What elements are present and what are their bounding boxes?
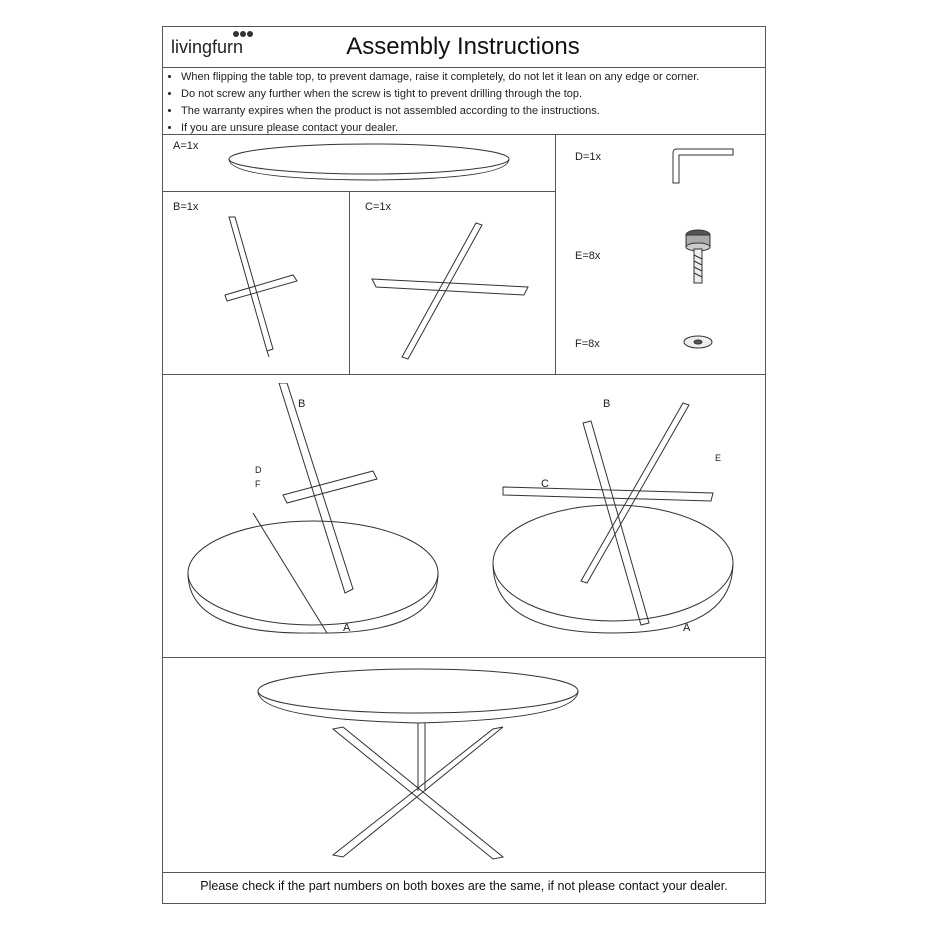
step-label-e: E xyxy=(715,453,722,463)
bolt-icon xyxy=(678,227,718,291)
step-2-illustration xyxy=(463,383,753,645)
note-item: • If you are unsure please contact your dealer. xyxy=(181,120,699,137)
part-f-label: F=8x xyxy=(575,338,600,350)
leg-frame-b-illustration xyxy=(213,215,313,365)
divider xyxy=(163,657,765,658)
allen-key-icon xyxy=(663,145,735,189)
part-d-label: D=1x xyxy=(575,151,601,163)
step-label-f: F xyxy=(255,479,261,489)
instruction-sheet xyxy=(162,26,766,904)
divider xyxy=(555,134,556,374)
note-item: • When flipping the table top, to prevent damage, raise it completely, do not let it lean on any edge or corner. xyxy=(181,69,699,86)
step-label-d: D xyxy=(255,465,262,475)
assembled-table-illustration xyxy=(253,667,583,867)
table-top-illustration xyxy=(223,139,523,187)
brand-logo xyxy=(171,37,243,58)
step-label-c: C xyxy=(541,478,549,490)
safety-notes-list xyxy=(169,69,699,137)
page-title: Assembly Instructions xyxy=(346,33,580,60)
step-label-b: B xyxy=(603,398,611,410)
part-e-label: E=8x xyxy=(575,250,601,262)
brand-name: livingfurn xyxy=(171,37,244,57)
leg-frame-c-illustration xyxy=(368,217,538,367)
step-label-a: A xyxy=(683,622,691,634)
part-c-label: C=1x xyxy=(365,201,391,213)
step-label-b: B xyxy=(298,398,306,410)
note-item: • Do not screw any further when the screw is tight to prevent drilling through the top. xyxy=(181,86,699,103)
divider xyxy=(163,374,765,375)
brand-dots-icon xyxy=(233,31,253,37)
step-1-illustration xyxy=(183,383,453,645)
step-label-a: A xyxy=(343,622,351,634)
washer-icon xyxy=(678,332,718,352)
part-a-label: A=1x xyxy=(173,140,199,152)
footer-note: Please check if the part numbers on both boxes are the same, if not please contact your dealer. xyxy=(200,879,728,893)
divider xyxy=(163,872,765,873)
divider xyxy=(349,191,350,374)
divider xyxy=(163,191,555,192)
part-b-label: B=1x xyxy=(173,201,199,213)
divider xyxy=(163,67,765,68)
divider xyxy=(163,134,765,135)
note-item: • The warranty expires when the product is not assembled according to the instructions. xyxy=(181,103,699,120)
